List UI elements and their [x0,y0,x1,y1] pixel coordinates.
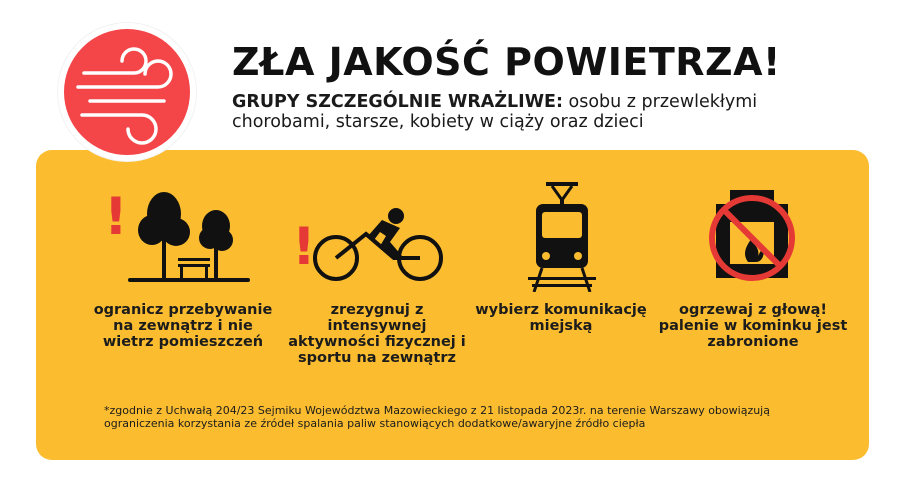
park-trees-bench-icon [124,190,254,292]
cyclist-icon [308,206,458,284]
tip-caption: ogrzewaj z głową! palenie w kominku jest zabronione [658,302,848,350]
sensitive-groups-note [232,92,852,132]
svg-text:!: ! [104,187,128,246]
page-title: ZŁA JAKOŚĆ POWIETRZA! [232,40,781,84]
svg-text:!: ! [292,217,316,276]
sensitive-groups-text: osobu z przewlekłymi chorobami, starsze, kobiety w ciąży oraz dzieci [232,92,758,132]
wind-icon [64,29,190,155]
legal-footnote: *zgodnie z Uchwałą 204/23 Sejmiku Województwa Mazowieckiego z 21 listopada 2023r. na terenie Warszawy obowiązują ograniczenia korzystania ze źródeł spalania paliw stanowiących dodatkowe/awaryjne źródło ciepła [104,404,770,430]
tip-caption: wybierz komunikację miejską [475,302,647,334]
recommendations-panel [36,150,869,460]
tip-caption: ogranicz przebywanie na zewnątrz i nie wietrz pomieszczeń [93,302,273,350]
tip-caption: zrezygnuj z intensywnej aktywności fizycznej i sportu na zewnątrz [288,302,466,366]
sensitive-groups-label: GRUPY SZCZEGÓLNIE WRAŻLIWE: [232,92,563,112]
wind-badge [58,23,196,161]
no-fireplace-icon [702,188,802,288]
tram-icon [526,182,598,292]
